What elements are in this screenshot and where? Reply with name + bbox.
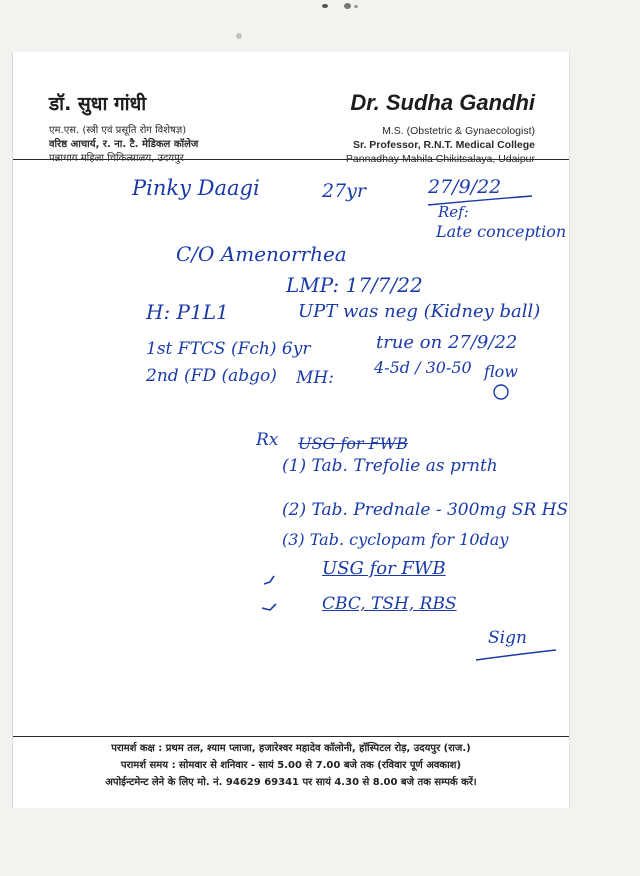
hospital-hindi: पन्नाधाय महिला चिकित्सालय, उदयपुर [49,153,184,164]
menstrual-flow: flow [484,362,518,381]
header-divider [13,159,569,160]
designation-english: Sr. Professor, R.N.T. Medical College [352,139,535,151]
header-english [346,90,535,166]
referral-label: Ref: [438,203,469,221]
patient-age: 27yr [322,180,366,202]
hospital-english: Pannadhay Mahila Chikitsalaya, Udaipur [345,153,535,165]
scan-blot [320,2,360,10]
menstrual-history-label: MH: [296,368,334,388]
doctor-name-english: Dr. Sudha Gandhi [350,90,535,115]
designation-hindi: वरिष्ठ आचार्य, र. ना. टै. मेडिकल कॉलेज [49,139,199,150]
rx-item-5: CBC, TSH, RBS [322,594,457,614]
scan-speck [236,33,242,39]
chief-complaint: C/O Amenorrhea [176,242,347,266]
footer-appointment: अपोईन्टमेन्ट लेने के लिए मो. नं. 94629 69341 पर सायं 4.30 से 8.00 बजे तक सम्पर्क करें। [105,777,477,788]
obstetric-history: H: P1L1 [146,300,229,324]
rx-item-1: (1) Tab. Trefolie as prnth [282,456,498,476]
footer-divider [13,736,569,737]
upt-result-2: true on 27/9/22 [376,332,518,353]
degree-english: M.S. (Obstetric & Gynaecologist) [382,125,535,137]
upt-result: UPT was neg (Kidney ball) [298,301,541,322]
patient-name: Pinky Daagi [132,176,260,200]
rx-item-2: (2) Tab. Prednale - 300mg SR HS [282,500,569,520]
footer-timing: परामर्श समय : सोमवार से शनिवार - सायं 5.00 से 7.00 बजे तक (रविवार पूर्ण अवकाश) [120,760,462,771]
prescription-page [12,52,570,808]
rx-item-4: USG for FWB [322,558,446,579]
header-hindi [49,90,198,166]
struck-item: USG for FWB [298,434,408,453]
referral-reason: Late conception [436,222,567,241]
menstrual-cycle: 4-5d / 30-50 [374,358,472,377]
degree-hindi: एम.एस. (स्त्री एवं प्रसूति रोग विशेषज्ञ) [49,125,187,136]
child-history-2: 2nd (FD (abgo) [146,366,277,386]
footer-address: परामर्श कक्ष : प्रथम तल, श्याम प्लाजा, हजारेश्वर महादेव कॉलोनी, हॉस्पिटल रोड़, उदयपुर (राज.) [111,743,471,754]
doctor-name-hindi: डॉ. सुधा गांधी [49,93,147,115]
lmp: LMP: 17/7/22 [286,273,423,297]
doctor-signature: Sign [488,628,527,648]
footer [13,740,569,791]
child-history-1: 1st FTCS (Fch) 6yr [146,339,311,359]
rx-item-3: (3) Tab. cyclopam for 10day [282,530,509,549]
rx-symbol: Rx [256,430,279,450]
visit-date: 27/9/22 [428,176,502,198]
